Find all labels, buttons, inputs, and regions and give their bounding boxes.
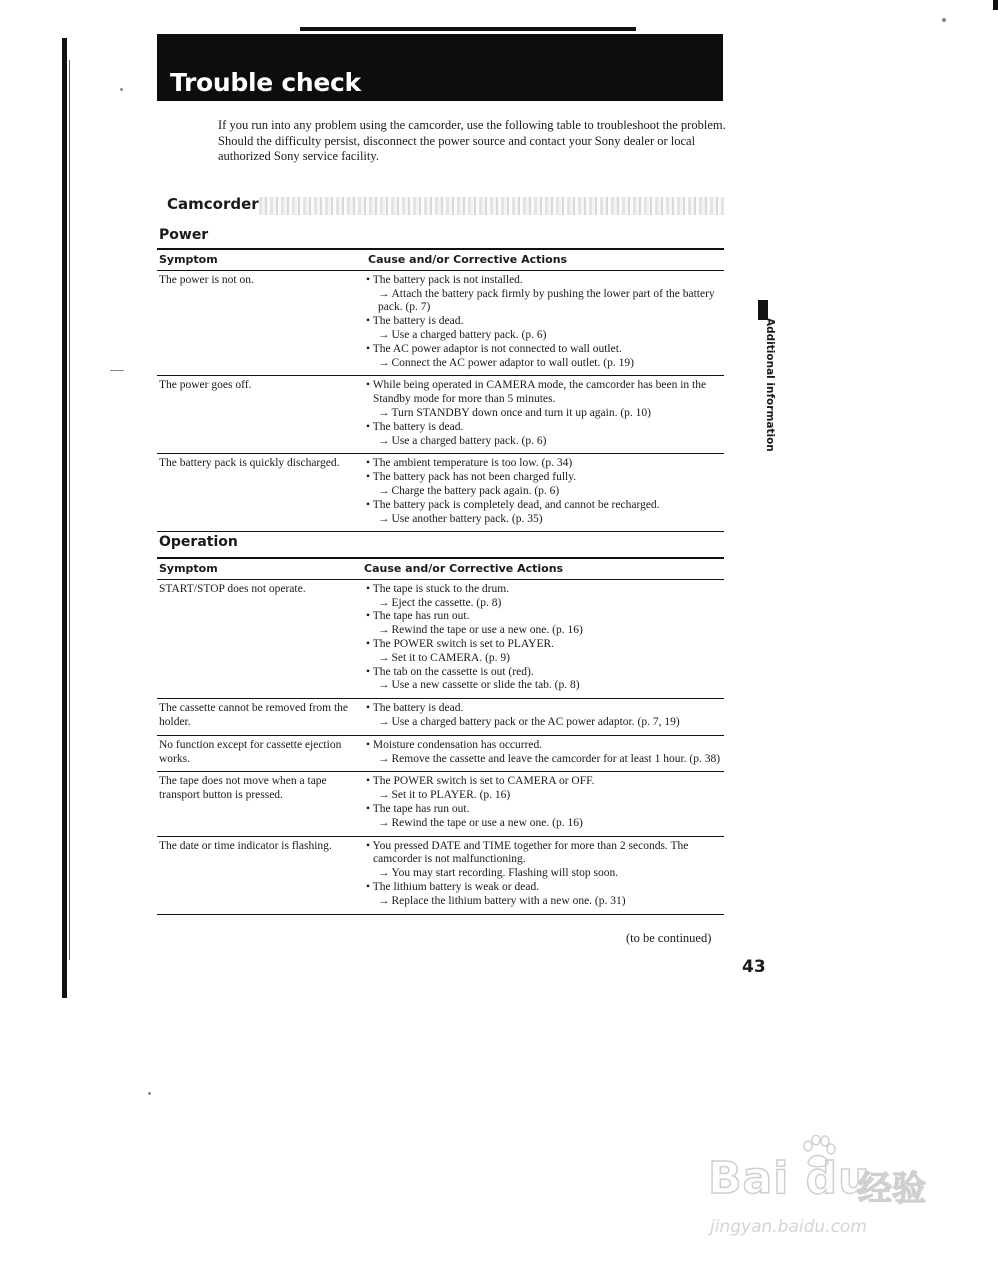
bullet-text: The battery is dead. — [372, 702, 464, 715]
cause-cell — [364, 735, 724, 772]
bullet-text: Moisture condensation has occurred. — [372, 738, 543, 751]
cause-item — [366, 499, 724, 527]
intro-paragraph: If you run into any problem using the camcorder, use the following table to troubleshoot the problem. — [218, 118, 726, 132]
action-text: Use a charged battery pack or the AC power adaptor. (p. 7, 19) — [391, 715, 680, 728]
top-rule — [300, 27, 636, 31]
section-heading — [159, 195, 724, 219]
cause-bullet — [366, 457, 724, 471]
section-heading-texture — [259, 197, 724, 215]
bullet-icon: • — [366, 637, 373, 650]
cause-bullet — [366, 610, 724, 624]
action-text: Rewind the tape or use a new one. (p. 16) — [391, 816, 583, 829]
bullet-text: You pressed DATE and TIME together for more than 2 seconds. The camcorder is not malfunctioning. — [372, 839, 689, 866]
cause-item — [366, 274, 724, 315]
corrective-action — [366, 624, 724, 638]
section-heading-text: Camcorder — [167, 195, 259, 213]
title-banner — [157, 34, 723, 101]
cause-item — [366, 610, 724, 638]
action-text: Set it to PLAYER. (p. 16) — [391, 789, 511, 802]
corrective-action — [366, 753, 724, 767]
cause-item — [366, 638, 724, 666]
cause-item — [366, 702, 724, 730]
corrective-action — [366, 357, 724, 371]
cause-bullet — [366, 803, 724, 817]
table-row — [157, 836, 724, 914]
table-row — [157, 376, 724, 454]
bullet-icon: • — [366, 498, 373, 511]
cause-item — [366, 379, 724, 420]
bullet-icon: • — [366, 342, 373, 355]
action-text: Use a new cassette or slide the tab. (p. 8) — [391, 679, 580, 692]
power-heading: Power — [159, 227, 209, 243]
cause-cell — [364, 270, 724, 376]
bullet-text: The battery pack is not installed. — [372, 273, 523, 286]
col-symptom-header: Symptom — [157, 249, 364, 270]
symptom-cell: The tape does not move when a tape transport button is pressed. — [157, 772, 364, 836]
cause-item — [366, 840, 724, 881]
side-tab-marker — [758, 300, 768, 320]
cause-item — [366, 775, 724, 803]
arrow-right-icon: → — [378, 356, 390, 369]
bullet-text: The tape is stuck to the drum. — [372, 582, 510, 595]
symptom-cell: START/STOP does not operate. — [157, 579, 364, 698]
bullet-icon: • — [366, 665, 373, 678]
table-row — [157, 735, 724, 772]
col-symptom-header: Symptom — [157, 558, 364, 579]
bullet-icon: • — [366, 775, 373, 788]
cause-cell — [364, 699, 724, 736]
bullet-icon: • — [366, 457, 373, 470]
arrow-right-icon: → — [378, 651, 390, 664]
action-text: Rewind the tape or use a new one. (p. 16) — [391, 624, 583, 637]
scan-speck — [110, 370, 124, 371]
cause-bullet — [366, 583, 724, 597]
arrow-right-icon: → — [378, 715, 390, 728]
corrective-action — [366, 513, 724, 527]
symptom-cell: The power goes off. — [157, 376, 364, 454]
cause-cell — [364, 772, 724, 836]
action-text: Replace the lithium battery with a new one. (p. 31) — [391, 894, 626, 907]
action-text: Eject the cassette. (p. 8) — [391, 596, 502, 609]
cause-cell — [364, 454, 724, 532]
bullet-icon: • — [366, 610, 373, 623]
power-table — [157, 248, 724, 532]
arrow-right-icon: → — [378, 752, 390, 765]
corrective-action — [366, 652, 724, 666]
cause-item — [366, 583, 724, 611]
bullet-text: The ambient temperature is too low. (p. 34) — [372, 457, 573, 470]
arrow-right-icon: → — [378, 406, 390, 419]
bullet-text: The battery pack has not been charged fully. — [372, 471, 577, 484]
bullet-icon: • — [366, 582, 373, 595]
cause-cell — [364, 836, 724, 914]
bullet-icon: • — [366, 839, 373, 852]
watermark-url: jingyan.baidu.com — [710, 1217, 867, 1237]
cause-item — [366, 666, 724, 694]
table-row — [157, 579, 724, 698]
bullet-text: The battery pack is completely dead, and cannot be recharged. — [372, 498, 660, 511]
bullet-icon: • — [366, 379, 373, 392]
cause-bullet — [366, 666, 724, 680]
arrow-right-icon: → — [378, 679, 390, 692]
table-row — [157, 699, 724, 736]
corrective-action — [366, 485, 724, 499]
cause-bullet — [366, 775, 724, 789]
cause-item — [366, 343, 724, 371]
cause-bullet — [366, 702, 724, 716]
bullet-icon: • — [366, 273, 373, 286]
cause-item — [366, 457, 724, 471]
cause-item — [366, 421, 724, 449]
symptom-cell: The power is not on. — [157, 270, 364, 376]
cause-item — [366, 315, 724, 343]
col-cause-header: Cause and/or Corrective Actions — [364, 249, 724, 270]
bullet-text: The battery is dead. — [372, 420, 464, 433]
action-text: You may start recording. Flashing will stop soon. — [391, 867, 619, 880]
action-text: Connect the AC power adaptor to wall outlet. (p. 19) — [391, 356, 634, 369]
arrow-right-icon: → — [378, 512, 390, 525]
bullet-icon: • — [366, 471, 373, 484]
scan-speck — [120, 88, 123, 91]
cause-bullet — [366, 638, 724, 652]
bullet-text: The AC power adaptor is not connected to wall outlet. — [372, 342, 622, 355]
arrow-right-icon: → — [378, 624, 390, 637]
watermark-logo-cn: 经验 — [858, 1169, 926, 1209]
baidu-watermark — [708, 1135, 948, 1245]
cause-cell — [364, 579, 724, 698]
arrow-right-icon: → — [378, 596, 390, 609]
watermark-logo: Bai du — [708, 1153, 871, 1204]
symptom-cell: The cassette cannot be removed from the holder. — [157, 699, 364, 736]
action-text: Charge the battery pack again. (p. 6) — [391, 484, 560, 497]
page-number: 43 — [742, 957, 766, 977]
intro-text — [218, 118, 728, 165]
cause-bullet — [366, 840, 724, 868]
bullet-text: The tab on the cassette is out (red). — [372, 665, 534, 678]
corrective-action — [366, 597, 724, 611]
action-text: Set it to CAMERA. (p. 9) — [391, 651, 511, 664]
symptom-cell: The battery pack is quickly discharged. — [157, 454, 364, 532]
corrective-action — [366, 789, 724, 803]
operation-table — [157, 557, 724, 915]
arrow-right-icon: → — [378, 434, 390, 447]
arrow-right-icon: → — [378, 484, 390, 497]
corrective-action — [366, 435, 724, 449]
scan-edge-shadow — [69, 60, 70, 960]
cause-bullet — [366, 881, 724, 895]
bullet-icon: • — [366, 420, 373, 433]
cause-cell — [364, 376, 724, 454]
symptom-cell: No function except for cassette ejection works. — [157, 735, 364, 772]
bullet-text: The tape has run out. — [372, 802, 470, 815]
cause-item — [366, 881, 724, 909]
page-title: Trouble check — [170, 68, 361, 97]
corrective-action — [366, 679, 724, 693]
cause-item — [366, 739, 724, 767]
bullet-icon: • — [366, 315, 373, 328]
arrow-right-icon: → — [378, 328, 390, 341]
action-text: Turn STANDBY down once and turn it up again. (p. 10) — [391, 406, 652, 419]
bullet-text: The POWER switch is set to PLAYER. — [372, 637, 555, 650]
symptom-cell: The date or time indicator is flashing. — [157, 836, 364, 914]
scan-speck — [942, 18, 946, 22]
cause-item — [366, 803, 724, 831]
arrow-right-icon: → — [378, 816, 390, 829]
bullet-icon: • — [366, 738, 373, 751]
corrective-action — [366, 407, 724, 421]
cause-bullet — [366, 471, 724, 485]
bullet-text: The tape has run out. — [372, 610, 470, 623]
arrow-right-icon: → — [378, 287, 390, 300]
action-text: Use a charged battery pack. (p. 6) — [391, 434, 547, 447]
bullet-icon: • — [366, 880, 373, 893]
bullet-text: The POWER switch is set to CAMERA or OFF. — [372, 775, 595, 788]
action-text: Attach the battery pack firmly by pushing the lower part of the battery pack. (p. 7) — [378, 287, 715, 314]
corrective-action — [366, 329, 724, 343]
corrective-action — [366, 867, 724, 881]
table-row — [157, 454, 724, 532]
corrective-action — [366, 288, 724, 316]
cause-item — [366, 471, 724, 499]
cause-bullet — [366, 499, 724, 513]
cause-bullet — [366, 421, 724, 435]
bullet-icon: • — [366, 702, 373, 715]
action-text: Remove the cassette and leave the camcorder for at least 1 hour. (p. 38) — [391, 752, 721, 765]
intro-paragraph: Should the difficulty persist, disconnect the power source and contact your Sony dealer or local authorized Sony service facility. — [218, 133, 696, 163]
bullet-text: While being operated in CAMERA mode, the camcorder has been in the Standby mode for more than 5 minutes. — [372, 379, 707, 406]
scan-edge — [62, 38, 67, 998]
cause-bullet — [366, 343, 724, 357]
cause-bullet — [366, 739, 724, 753]
side-label: Additional information — [764, 318, 776, 452]
action-text: Use another battery pack. (p. 35) — [391, 512, 543, 525]
arrow-right-icon: → — [378, 894, 390, 907]
operation-heading: Operation — [159, 534, 238, 550]
cause-bullet — [366, 315, 724, 329]
col-cause-header: Cause and/or Corrective Actions — [364, 558, 724, 579]
arrow-right-icon: → — [378, 867, 390, 880]
cause-bullet — [366, 379, 724, 407]
scan-speck — [148, 1092, 151, 1095]
bullet-text: The lithium battery is weak or dead. — [372, 880, 540, 893]
cause-bullet — [366, 274, 724, 288]
arrow-right-icon: → — [378, 789, 390, 802]
bullet-text: The battery is dead. — [372, 315, 464, 328]
bullet-icon: • — [366, 802, 373, 815]
corner-mark — [993, 0, 998, 10]
corrective-action — [366, 716, 724, 730]
table-row — [157, 772, 724, 836]
continued-note: (to be continued) — [626, 931, 712, 945]
action-text: Use a charged battery pack. (p. 6) — [391, 328, 547, 341]
corrective-action — [366, 895, 724, 909]
table-row — [157, 270, 724, 376]
corrective-action — [366, 817, 724, 831]
